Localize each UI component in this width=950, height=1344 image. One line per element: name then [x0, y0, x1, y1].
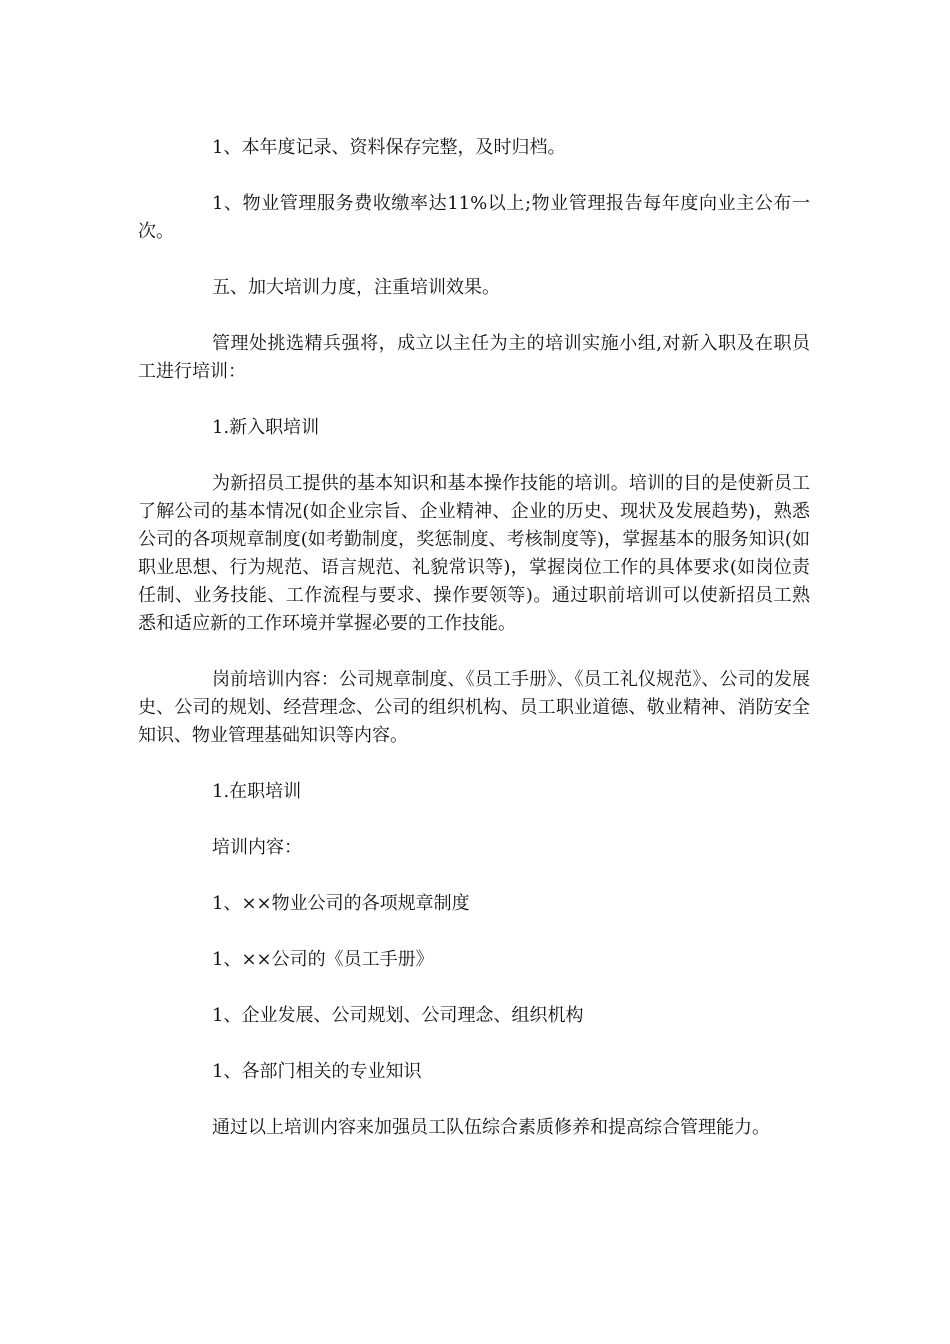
paragraph-conclusion: 通过以上培训内容来加强员工队伍综合素质修养和提高综合管理能力。	[212, 1117, 770, 1138]
list-item-company-development: 1、企业发展、公司规划、公司理念、组织机构	[212, 1005, 584, 1026]
paragraph-training-team: 管理处挑选精兵强将，成立以主任为主的培训实施小组,对新入职及在职员工进行培训：	[138, 333, 810, 382]
subheading-new-hire-training: 1.新入职培训	[212, 417, 320, 438]
subheading-on-job-training: 1.在职培训	[212, 781, 302, 802]
paragraph-fee-collection: 1、物业管理服务费收缴率达11%以上;物业管理报告每年度向业主公布一次。	[138, 193, 810, 242]
paragraph-archive: 1、本年度记录、资料保存完整，及时归档。	[212, 137, 566, 158]
paragraph-new-hire-description: 为新招员工提供的基本知识和基本操作技能的培训。培训的目的是使新员工了解公司的基本情况(如企业宗旨、企业精神、企业的历史、现状及发展趋势)，熟悉公司的各项规章制度(如考勤制度，奖惩制度、考核制度等)，掌握基本的服务知识(如职业思想、行为规范、语言规范、礼貌常识等)，掌握岗位工作的具体要求(如岗位责任制、业务技能、工作流程与要求、操作要领等)。通过职前培训可以使新招员工熟悉和适应新的工作环境并掌握必要的工作技能。	[138, 473, 810, 634]
list-item-handbook: 1、××公司的《员工手册》	[212, 949, 434, 970]
label-training-content: 培训内容：	[212, 837, 302, 858]
list-item-regulations: 1、××物业公司的各项规章制度	[212, 893, 470, 914]
document-body	[138, 134, 810, 1142]
list-item-department-knowledge: 1、各部门相关的专业知识	[212, 1061, 422, 1082]
paragraph-pre-job-content: 岗前培训内容：公司规章制度、《员工手册》、《员工礼仪规范》、公司的发展史、公司的规划、经营理念、公司的组织机构、员工职业道德、敬业精神、消防安全知识、物业管理基础知识等内容。	[138, 669, 810, 746]
section-heading-training: 五、加大培训力度，注重培训效果。	[212, 277, 500, 298]
